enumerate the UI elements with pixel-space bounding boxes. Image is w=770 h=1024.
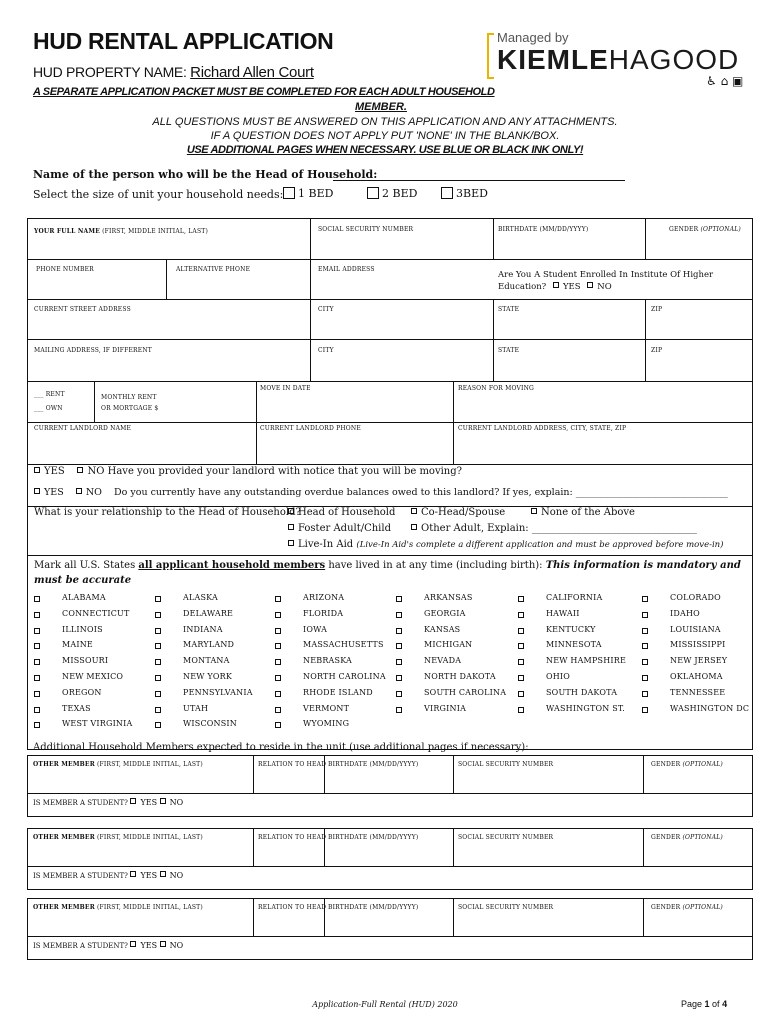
page-number: Page 1 of 4 bbox=[681, 999, 728, 1009]
state-label: PENNSYLVANIA bbox=[183, 687, 253, 697]
state-checkbox[interactable] bbox=[34, 628, 40, 634]
rel-other[interactable]: Other Adult, Explain: _________________________________ bbox=[411, 523, 697, 534]
notice-separate-packet: A SEPARATE APPLICATION PACKET MUST BE COMPLETED FOR EACH ADULT HOUSEHOLD bbox=[33, 86, 495, 98]
student-question-2: Education? YES NO bbox=[498, 282, 612, 292]
state-label: VERMONT bbox=[303, 703, 350, 713]
state-label: IDAHO bbox=[670, 608, 700, 618]
member-birthdate-label: BIRTHDATE (MM/DD/YYYY) bbox=[328, 834, 419, 841]
rent-option[interactable]: ___ RENT bbox=[34, 391, 65, 398]
state-checkbox[interactable] bbox=[396, 675, 402, 681]
state-checkbox[interactable] bbox=[275, 612, 281, 618]
state-label: CONNECTICUT bbox=[62, 608, 130, 618]
form-name: Application-Full Rental (HUD) 2020 bbox=[312, 1000, 458, 1009]
state-label: TEXAS bbox=[62, 703, 91, 713]
state-label: NEW JERSEY bbox=[670, 656, 728, 666]
state-checkbox[interactable] bbox=[34, 659, 40, 665]
notice-member: MEMBER. bbox=[355, 101, 407, 113]
state-checkbox[interactable] bbox=[396, 612, 402, 618]
state-checkbox[interactable] bbox=[396, 596, 402, 602]
state-label: KANSAS bbox=[424, 624, 461, 634]
zip-label: ZIP bbox=[651, 306, 663, 313]
states-intro: Mark all U.S. States all applicant household members have lived in at any time (including birth): This information is mandatory and bbox=[34, 560, 741, 571]
notice-all-questions: ALL QUESTIONS MUST BE ANSWERED ON THIS APPLICATION AND ANY ATTACHMENTS. bbox=[152, 116, 618, 128]
state-checkbox[interactable] bbox=[155, 675, 161, 681]
state-checkbox[interactable] bbox=[155, 722, 161, 728]
state-label: NEW YORK bbox=[183, 672, 233, 681]
state-label: COLORADO bbox=[670, 593, 721, 602]
state-label: LOUISIANA bbox=[670, 624, 721, 634]
state-label: WEST VIRGINIA bbox=[62, 719, 133, 729]
state-checkbox[interactable] bbox=[34, 707, 40, 713]
property-label: HUD PROPERTY NAME: bbox=[33, 64, 187, 80]
unit-size-label: Select the size of unit your household needs: bbox=[33, 188, 284, 201]
state-checkbox[interactable] bbox=[155, 596, 161, 602]
state-label: WASHINGTON ST. bbox=[546, 703, 626, 713]
rel-head[interactable]: Head of Household bbox=[288, 507, 395, 518]
state-label: WASHINGTON DC bbox=[670, 703, 750, 713]
member-birthdate-label: BIRTHDATE (MM/DD/YYYY) bbox=[328, 761, 419, 768]
logo-bracket bbox=[487, 33, 494, 79]
state-label: NORTH CAROLINA bbox=[303, 672, 386, 681]
applicant-form bbox=[27, 218, 753, 750]
state-label: MASSACHUSETTS bbox=[303, 640, 384, 650]
rel-live-in[interactable]: Live-In Aid (Live-In Aid's complete a different application and must be approved before move-in) bbox=[288, 539, 723, 550]
state-checkbox[interactable] bbox=[34, 722, 40, 728]
member-yes-checkbox[interactable] bbox=[130, 798, 136, 804]
state-label: UTAH bbox=[183, 703, 209, 713]
state-label: MICHIGAN bbox=[424, 640, 473, 650]
member-no-checkbox[interactable] bbox=[160, 798, 166, 804]
state-checkbox[interactable] bbox=[275, 628, 281, 634]
notice-question: YES NO Have you provided your landlord with notice that you will be moving? bbox=[34, 466, 462, 477]
state-checkbox[interactable] bbox=[518, 659, 524, 665]
state-checkbox[interactable] bbox=[396, 659, 402, 665]
state-label: SOUTH CAROLINA bbox=[424, 687, 507, 697]
member-name-label: OTHER MEMBER (FIRST, MIDDLE INITIAL, LAST) bbox=[33, 904, 203, 911]
student-question: Are You A Student Enrolled In Institute Of Higher bbox=[498, 270, 714, 280]
member-relation-label: RELATION TO HEAD bbox=[258, 904, 327, 911]
notice-additional-pages: USE ADDITIONAL PAGES WHEN NECESSARY. USE BLUE OR BLACK INK ONLY! bbox=[186, 144, 584, 156]
state-checkbox[interactable] bbox=[518, 643, 524, 649]
member-no-checkbox[interactable] bbox=[160, 941, 166, 947]
state-checkbox[interactable] bbox=[518, 707, 524, 713]
member-relation-label: RELATION TO HEAD bbox=[258, 761, 327, 768]
state-checkbox[interactable] bbox=[396, 628, 402, 634]
state-checkbox[interactable] bbox=[275, 596, 281, 602]
state-checkbox[interactable] bbox=[155, 643, 161, 649]
property-line bbox=[33, 64, 314, 81]
state-checkbox[interactable] bbox=[642, 596, 648, 602]
member-ssn-label: SOCIAL SECURITY NUMBER bbox=[458, 834, 554, 841]
state-label: OREGON bbox=[62, 687, 102, 697]
member-gender-label: GENDER (OPTIONAL) bbox=[651, 904, 723, 911]
state-checkbox[interactable] bbox=[518, 612, 524, 618]
rel-cohead[interactable]: Co-Head/Spouse bbox=[411, 507, 505, 518]
state-label: MINNESOTA bbox=[546, 640, 602, 650]
member-birthdate-label: BIRTHDATE (MM/DD/YYYY) bbox=[328, 904, 419, 911]
state-label: OKLAHOMA bbox=[670, 672, 723, 681]
state-label: STATE bbox=[498, 306, 520, 313]
unit-2bed[interactable]: 2 BED bbox=[367, 187, 417, 200]
member-student-question: IS MEMBER A STUDENT? YES NO bbox=[33, 798, 184, 807]
state-label: NEVADA bbox=[424, 656, 462, 666]
state-label: MARYLAND bbox=[183, 640, 235, 650]
state-label: NEBRASKA bbox=[303, 656, 353, 666]
state-label: RHODE ISLAND bbox=[303, 687, 373, 697]
property-name: Richard Allen Court bbox=[190, 64, 314, 81]
state-checkbox[interactable] bbox=[518, 675, 524, 681]
birthdate-label: BIRTHDATE (MM/DD/YYYY) bbox=[498, 226, 589, 233]
notice-none: IF A QUESTION DOES NOT APPLY PUT 'NONE' IN THE BLANK/BOX. bbox=[210, 130, 560, 142]
state-checkbox[interactable] bbox=[518, 628, 524, 634]
state-label: OHIO bbox=[546, 672, 571, 681]
member-yes-checkbox[interactable] bbox=[130, 871, 136, 877]
member-gender-label: GENDER (OPTIONAL) bbox=[651, 834, 723, 841]
state-checkbox[interactable] bbox=[34, 612, 40, 618]
move-in-label: MOVE IN DATE bbox=[260, 385, 311, 392]
head-of-household-field[interactable] bbox=[333, 180, 625, 181]
member-ssn-label: SOCIAL SECURITY NUMBER bbox=[458, 761, 554, 768]
member-name-label: OTHER MEMBER (FIRST, MIDDLE INITIAL, LAST) bbox=[33, 761, 203, 768]
page-title: HUD RENTAL APPLICATION bbox=[33, 28, 334, 54]
state-label: ILLINOIS bbox=[62, 624, 103, 634]
state-checkbox[interactable] bbox=[155, 612, 161, 618]
balance-yes-checkbox[interactable] bbox=[34, 488, 40, 494]
member-student-question: IS MEMBER A STUDENT? YES NO bbox=[33, 941, 184, 950]
state-label: CALIFORNIA bbox=[546, 593, 603, 602]
state-checkbox[interactable] bbox=[155, 659, 161, 665]
state-checkbox[interactable] bbox=[642, 612, 648, 618]
checkbox[interactable] bbox=[367, 187, 379, 199]
company-logo: KIEMLEHAGOOD bbox=[497, 44, 740, 75]
state-checkbox[interactable] bbox=[275, 659, 281, 665]
member-no-checkbox[interactable] bbox=[160, 871, 166, 877]
own-option[interactable]: ___ OWN bbox=[34, 405, 63, 412]
member-relation-label: RELATION TO HEAD bbox=[258, 834, 327, 841]
monthly-rent-label: MONTHLY RENT bbox=[101, 394, 157, 401]
state-label: NORTH DAKOTA bbox=[424, 672, 496, 681]
state-checkbox[interactable] bbox=[275, 643, 281, 649]
state-checkbox[interactable] bbox=[518, 596, 524, 602]
state-checkbox[interactable] bbox=[642, 675, 648, 681]
state-label: WYOMING bbox=[303, 719, 350, 729]
rel-none[interactable]: None of the Above bbox=[531, 507, 635, 518]
state-checkbox[interactable] bbox=[396, 643, 402, 649]
state-label: HAWAII bbox=[546, 608, 580, 618]
states-intro-2: must be accurate bbox=[34, 575, 132, 586]
state-label: MISSOURI bbox=[62, 656, 109, 666]
email-label: EMAIL ADDRESS bbox=[318, 266, 375, 273]
member-name-label: OTHER MEMBER (FIRST, MIDDLE INITIAL, LAST) bbox=[33, 834, 203, 841]
state-checkbox[interactable] bbox=[155, 628, 161, 634]
member-yes-checkbox[interactable] bbox=[130, 941, 136, 947]
relationship-question: What is your relationship to the Head of Household? bbox=[34, 507, 301, 518]
state-label: FLORIDA bbox=[303, 608, 344, 618]
state-label: IOWA bbox=[303, 624, 328, 634]
state-label: DELAWARE bbox=[183, 608, 234, 618]
member-block bbox=[27, 898, 753, 960]
member-block bbox=[27, 828, 753, 890]
balance-no-checkbox[interactable] bbox=[76, 488, 82, 494]
state-label: KENTUCKY bbox=[546, 624, 596, 634]
phone-label: PHONE NUMBER bbox=[36, 266, 94, 273]
student-yes-checkbox[interactable] bbox=[553, 282, 559, 288]
member-block bbox=[27, 755, 753, 817]
state-checkbox[interactable] bbox=[275, 691, 281, 697]
state-checkbox[interactable] bbox=[396, 691, 402, 697]
logo-managed-by: Managed by bbox=[497, 30, 569, 45]
member-gender-label: GENDER (OPTIONAL) bbox=[651, 761, 723, 768]
state-checkbox[interactable] bbox=[518, 691, 524, 697]
checkbox[interactable] bbox=[283, 187, 295, 199]
state-checkbox[interactable] bbox=[275, 707, 281, 713]
state-label: MISSISSIPPI bbox=[670, 640, 726, 650]
state-label: INDIANA bbox=[183, 624, 223, 634]
landlord-name-label: CURRENT LANDLORD NAME bbox=[34, 425, 132, 432]
member-ssn-label: SOCIAL SECURITY NUMBER bbox=[458, 904, 554, 911]
head-of-household-label: Name of the person who will be the Head of Household: bbox=[33, 168, 378, 181]
gender-label: GENDER (OPTIONAL) bbox=[669, 226, 741, 233]
state-checkbox[interactable] bbox=[34, 596, 40, 602]
additional-members-heading: Additional Household Members expected to reside in the unit (use additional pages if necessary): bbox=[33, 742, 529, 753]
state-label: WISCONSIN bbox=[183, 719, 237, 729]
mailing-city-label: CITY bbox=[318, 347, 334, 354]
state-label: TENNESSEE bbox=[670, 687, 726, 697]
state-checkbox[interactable] bbox=[642, 659, 648, 665]
monthly-rent-label-2: OR MORTGAGE $ bbox=[101, 405, 159, 412]
state-label: ALASKA bbox=[183, 593, 218, 602]
alt-phone-label: ALTERNATIVE PHONE bbox=[176, 266, 251, 273]
state-label: ALABAMA bbox=[62, 593, 106, 602]
street-label: CURRENT STREET ADDRESS bbox=[34, 306, 131, 313]
state-checkbox[interactable] bbox=[155, 707, 161, 713]
ssn-label: SOCIAL SECURITY NUMBER bbox=[318, 226, 414, 233]
state-label: SOUTH DAKOTA bbox=[546, 687, 618, 697]
state-label: ARIZONA bbox=[303, 593, 345, 602]
state-checkbox[interactable] bbox=[642, 643, 648, 649]
equal-housing-icon: ♿ ⌂ ▣ bbox=[706, 74, 744, 88]
state-checkbox[interactable] bbox=[275, 722, 281, 728]
checkbox[interactable] bbox=[441, 187, 453, 199]
state-label: NEW HAMPSHIRE bbox=[546, 656, 627, 666]
state-checkbox[interactable] bbox=[275, 675, 281, 681]
state-label: MONTANA bbox=[183, 656, 230, 666]
mailing-zip-label: ZIP bbox=[651, 347, 663, 354]
notice-no-checkbox[interactable] bbox=[77, 467, 83, 473]
full-name-label: YOUR FULL NAME (FIRST, MIDDLE INITIAL, LAST) bbox=[34, 228, 209, 235]
state-label: ARKANSAS bbox=[424, 593, 473, 602]
state-checkbox[interactable] bbox=[34, 643, 40, 649]
state-checkbox[interactable] bbox=[155, 691, 161, 697]
landlord-address-label: CURRENT LANDLORD ADDRESS, CITY, STATE, ZIP bbox=[458, 425, 627, 432]
rel-foster[interactable]: Foster Adult/Child bbox=[288, 523, 391, 534]
state-checkbox[interactable] bbox=[642, 628, 648, 634]
landlord-phone-label: CURRENT LANDLORD PHONE bbox=[260, 425, 361, 432]
notice-yes-checkbox[interactable] bbox=[34, 467, 40, 473]
state-checkbox[interactable] bbox=[642, 707, 648, 713]
mailing-state-label: STATE bbox=[498, 347, 520, 354]
state-checkbox[interactable] bbox=[396, 707, 402, 713]
city-label: CITY bbox=[318, 306, 334, 313]
state-checkbox[interactable] bbox=[642, 691, 648, 697]
reason-label: REASON FOR MOVING bbox=[458, 385, 535, 392]
mailing-label: MAILING ADDRESS, IF DIFFERENT bbox=[34, 347, 152, 354]
balance-question: YES NO Do you currently have any outstanding overdue balances owed to this landlord? If yes, explain: ________________________________ bbox=[34, 487, 728, 498]
student-no-checkbox[interactable] bbox=[587, 282, 593, 288]
unit-1bed[interactable]: 1 BED bbox=[283, 187, 333, 200]
unit-3bed[interactable]: 3BED bbox=[441, 187, 488, 200]
state-label: VIRGINIA bbox=[424, 703, 467, 713]
state-checkbox[interactable] bbox=[34, 675, 40, 681]
member-student-question: IS MEMBER A STUDENT? YES NO bbox=[33, 871, 184, 880]
state-label: NEW MEXICO bbox=[62, 672, 124, 681]
state-checkbox[interactable] bbox=[34, 691, 40, 697]
state-label: MAINE bbox=[62, 640, 93, 650]
state-label: GEORGIA bbox=[424, 608, 466, 618]
